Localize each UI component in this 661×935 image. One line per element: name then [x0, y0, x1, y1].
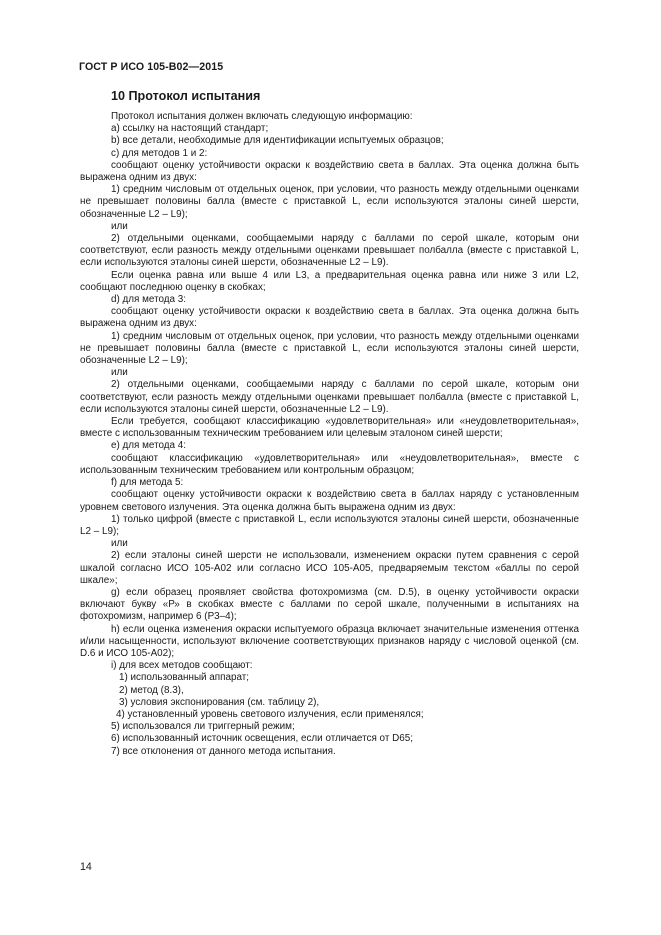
paragraph: или: [111, 367, 128, 379]
paragraph: или: [111, 220, 128, 232]
sub-list-item: 3) условия экспонирования (см. таблицу 2),: [119, 696, 320, 708]
list-item: 2) отдельными оценками, сообщаемыми наряду с баллами по серой шкале, которым они соответствуют, если разность между отдельными оценками превышает полбалла (вместе с приставкой L, если используются эталоны синей шерсти, обозначенные L2 – L9).: [80, 379, 579, 415]
paragraph: или: [111, 538, 128, 550]
sub-list-item: 6) использованный источник освещения, если отличается от D65;: [111, 733, 413, 745]
paragraph: сообщают классификацию «удовлетворительная» или «неудовлетворительная», вместе с использованным техническим требованием или контрольным образцом;: [80, 452, 579, 476]
document-header: ГОСТ Р ИСО 105-В02—2015: [79, 61, 224, 73]
paragraph: Если оценка равна или выше 4 или L3, а предварительная оценка равна или ниже 3 или L2, сообщают последнюю оценку в скобках;: [80, 269, 579, 293]
list-item: g) если образец проявляет свойства фотохромизма (см. D.5), в оценку устойчивости окраски включают букву «Р» в скобках вместе с баллами по серой шкале, полученными в испытаниях на фотохромизм, например 6 (Р3–4);: [80, 586, 579, 623]
paragraph: сообщают оценку устойчивости окраски к воздействию света в баллах. Эта оценка должна быть выражена одним из двух:: [80, 306, 579, 330]
sub-list-item: 4) установленный уровень светового излучения, если применялся;: [116, 708, 424, 720]
paragraph: Протокол испытания должен включать следующую информацию:: [111, 111, 413, 122]
sub-list-item: 5) использовался ли триггерный режим;: [111, 721, 295, 733]
paragraph: сообщают оценку устойчивости окраски к воздействию света в баллах. Эта оценка должна быть выражена одним из двух:: [80, 159, 579, 184]
sub-list-item: 2) метод (8.3),: [119, 684, 184, 696]
paragraph: сообщают оценку устойчивости окраски к воздействию света в баллах наряду с установленным уровнем светового излучения. Эта оценка должна быть выражена одним из двух:: [80, 489, 579, 513]
list-item: с) для методов 1 и 2:: [111, 147, 208, 159]
list-item: е) для метода 4:: [111, 440, 187, 452]
list-item: 1) средним числовым от отдельных оценок, при условии, что разность между отдельными оценками не превышает половины балла (вместе с приставкой L, если используются эталоны синей шерсти, обозначенные L2 – L9);: [80, 184, 579, 220]
list-item: 1) только цифрой (вместе с приставкой L, если используются эталоны синей шерсти, обозначенные L2 – L9);: [80, 513, 579, 537]
list-item: 2) отдельными оценками, сообщаемыми наряду с баллами по серой шкале, которым они соответствуют, если разность между отдельными оценками превышает полбалла (вместе с приставкой L, если используются эталоны синей шерсти, обозначенные L2 – L9).: [80, 233, 579, 269]
list-item: i) для всех методов сообщают:: [111, 660, 253, 672]
list-item: f) для метода 5:: [111, 477, 184, 489]
sub-list-item: 1) использованный аппарат;: [119, 672, 250, 684]
list-item: а) ссылку на настоящий стандарт;: [111, 123, 269, 135]
list-item: b) все детали, необходимые для идентификации испытуемых образцов;: [111, 135, 444, 147]
list-item: 2) если эталоны синей шерсти не использовали, изменением окраски путем сравнения с серой шкалой согласно ИСО 105-А02 или согласно ИСО 105-А05, предваряемым текстом «баллы по серой шкале»;: [80, 550, 579, 586]
list-item: h) если оценка изменения окраски испытуемого образца включает значительные изменения оттенка и/или насыщенности, используют включение соответствующих признаков наряду с числовой оценкой (см. D.6 и ИСО 105-А02);: [80, 623, 579, 659]
page-number: 14: [80, 861, 92, 873]
document-body: [80, 111, 579, 758]
paragraph: Если требуется, сообщают классификацию «удовлетворительная» или «неудовлетворительная», вместе с использованным техническим требованием или целевым эталоном синей шерсти;: [80, 416, 579, 440]
list-item: 1) средним числовым от отдельных оценок, при условии, что разность между отдельными оценками не превышает половины балла (вместе с приставкой L, если используются эталоны синей шерсти, обозначенные L2 – L9);: [80, 330, 579, 367]
sub-list-item: 7) все отклонения от данного метода испытания.: [111, 745, 336, 757]
section-title: 10 Протокол испытания: [111, 89, 261, 103]
list-item: d) для метода 3:: [111, 294, 187, 306]
